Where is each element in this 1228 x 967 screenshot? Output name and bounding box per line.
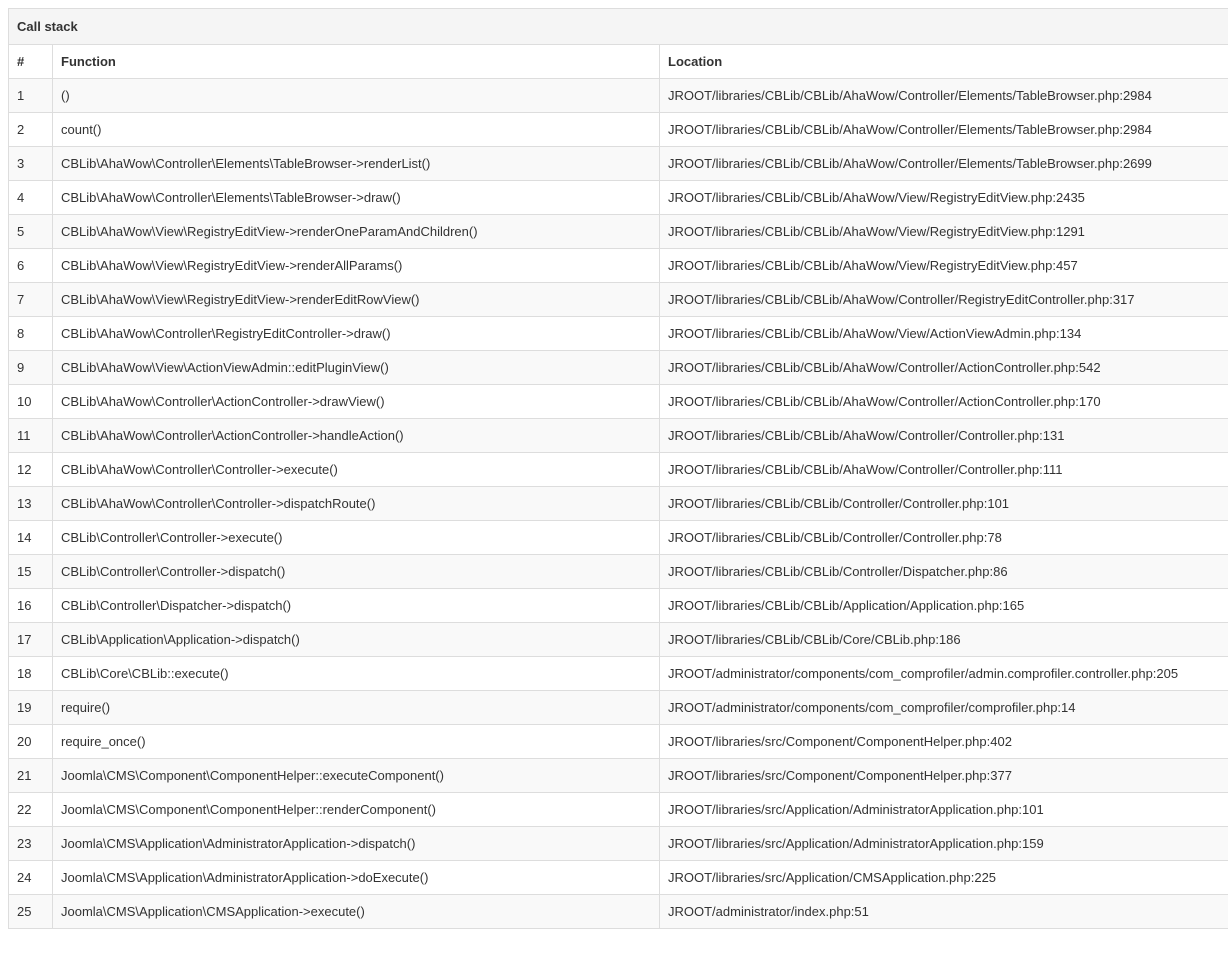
frame-number: 15 [9,555,53,589]
frame-location: JROOT/libraries/src/Application/AdministratorApplication.php:101 [660,793,1228,827]
frame-number: 24 [9,861,53,895]
frame-location: JROOT/libraries/CBLib/CBLib/AhaWow/View/RegistryEditView.php:2435 [660,181,1228,215]
table-row [9,657,1228,691]
frame-number: 21 [9,759,53,793]
frame-function: CBLib\AhaWow\Controller\Elements\TableBrowser->draw() [53,181,660,215]
call-stack-rows [9,79,1228,929]
frame-function: CBLib\Application\Application->dispatch() [53,623,660,657]
frame-number: 4 [9,181,53,215]
frame-number: 13 [9,487,53,521]
frame-function: CBLib\AhaWow\Controller\Elements\TableBrowser->renderList() [53,147,660,181]
table-row [9,113,1228,147]
frame-location: JROOT/libraries/CBLib/CBLib/Core/CBLib.php:186 [660,623,1228,657]
frame-number: 9 [9,351,53,385]
table-row [9,385,1228,419]
call-stack-title: Call stack [9,9,1228,45]
frame-function: CBLib\AhaWow\Controller\Controller->dispatchRoute() [53,487,660,521]
frame-location: JROOT/administrator/components/com_comprofiler/admin.comprofiler.controller.php:205 [660,657,1228,691]
column-header-number: # [9,45,53,79]
frame-number: 14 [9,521,53,555]
frame-location: JROOT/libraries/CBLib/CBLib/Controller/Dispatcher.php:86 [660,555,1228,589]
frame-location: JROOT/libraries/CBLib/CBLib/AhaWow/Controller/Elements/TableBrowser.php:2984 [660,79,1228,113]
frame-function: CBLib\Controller\Dispatcher->dispatch() [53,589,660,623]
table-row [9,283,1228,317]
frame-location: JROOT/libraries/CBLib/CBLib/AhaWow/View/RegistryEditView.php:457 [660,249,1228,283]
frame-function: CBLib\AhaWow\Controller\ActionController->handleAction() [53,419,660,453]
table-header-row [9,45,1228,79]
frame-number: 11 [9,419,53,453]
frame-number: 16 [9,589,53,623]
frame-location: JROOT/libraries/CBLib/CBLib/Application/Application.php:165 [660,589,1228,623]
frame-number: 20 [9,725,53,759]
frame-function: CBLib\Core\CBLib::execute() [53,657,660,691]
frame-function: Joomla\CMS\Application\CMSApplication->execute() [53,895,660,929]
frame-location: JROOT/administrator/index.php:51 [660,895,1228,929]
frame-function: Joomla\CMS\Application\AdministratorApplication->dispatch() [53,827,660,861]
table-row [9,79,1228,113]
frame-location: JROOT/libraries/CBLib/CBLib/AhaWow/Controller/ActionController.php:170 [660,385,1228,419]
frame-number: 23 [9,827,53,861]
table-row [9,555,1228,589]
table-row [9,249,1228,283]
frame-function: count() [53,113,660,147]
frame-location: JROOT/libraries/CBLib/CBLib/AhaWow/Controller/RegistryEditController.php:317 [660,283,1228,317]
table-row [9,793,1228,827]
frame-function: require_once() [53,725,660,759]
table-row [9,521,1228,555]
table-row [9,725,1228,759]
frame-number: 7 [9,283,53,317]
frame-function: Joomla\CMS\Component\ComponentHelper::renderComponent() [53,793,660,827]
table-row [9,827,1228,861]
frame-function: CBLib\AhaWow\View\RegistryEditView->renderAllParams() [53,249,660,283]
frame-location: JROOT/libraries/CBLib/CBLib/AhaWow/Controller/Controller.php:131 [660,419,1228,453]
frame-function: CBLib\AhaWow\View\ActionViewAdmin::editPluginView() [53,351,660,385]
frame-number: 25 [9,895,53,929]
frame-number: 1 [9,79,53,113]
frame-function: CBLib\AhaWow\Controller\ActionController->drawView() [53,385,660,419]
table-row [9,895,1228,929]
frame-number: 10 [9,385,53,419]
frame-location: JROOT/libraries/CBLib/CBLib/AhaWow/Controller/Elements/TableBrowser.php:2699 [660,147,1228,181]
frame-function: CBLib\AhaWow\Controller\Controller->execute() [53,453,660,487]
table-row [9,419,1228,453]
frame-function: CBLib\Controller\Controller->execute() [53,521,660,555]
column-header-location: Location [660,45,1228,79]
table-row [9,215,1228,249]
table-row [9,487,1228,521]
table-row [9,181,1228,215]
frame-function: () [53,79,660,113]
call-stack-panel [8,8,1228,929]
frame-function: CBLib\AhaWow\View\RegistryEditView->renderEditRowView() [53,283,660,317]
frame-number: 12 [9,453,53,487]
table-row [9,317,1228,351]
frame-function: require() [53,691,660,725]
frame-location: JROOT/libraries/CBLib/CBLib/AhaWow/View/ActionViewAdmin.php:134 [660,317,1228,351]
frame-location: JROOT/libraries/src/Application/CMSApplication.php:225 [660,861,1228,895]
table-row [9,589,1228,623]
call-stack-caption-row [9,9,1228,45]
frame-number: 17 [9,623,53,657]
frame-location: JROOT/libraries/CBLib/CBLib/AhaWow/View/RegistryEditView.php:1291 [660,215,1228,249]
frame-location: JROOT/libraries/src/Application/AdministratorApplication.php:159 [660,827,1228,861]
table-row [9,453,1228,487]
column-header-function: Function [53,45,660,79]
frame-location: JROOT/libraries/CBLib/CBLib/AhaWow/Controller/Controller.php:111 [660,453,1228,487]
table-row [9,147,1228,181]
frame-location: JROOT/administrator/components/com_comprofiler/comprofiler.php:14 [660,691,1228,725]
frame-location: JROOT/libraries/src/Component/ComponentHelper.php:377 [660,759,1228,793]
table-row [9,691,1228,725]
frame-number: 22 [9,793,53,827]
table-row [9,759,1228,793]
frame-function: CBLib\AhaWow\Controller\RegistryEditController->draw() [53,317,660,351]
frame-location: JROOT/libraries/CBLib/CBLib/Controller/Controller.php:78 [660,521,1228,555]
call-stack-table [8,8,1228,929]
frame-number: 8 [9,317,53,351]
frame-location: JROOT/libraries/CBLib/CBLib/AhaWow/Controller/ActionController.php:542 [660,351,1228,385]
frame-number: 18 [9,657,53,691]
table-row [9,861,1228,895]
table-row [9,351,1228,385]
frame-location: JROOT/libraries/CBLib/CBLib/AhaWow/Controller/Elements/TableBrowser.php:2984 [660,113,1228,147]
frame-location: JROOT/libraries/CBLib/CBLib/Controller/Controller.php:101 [660,487,1228,521]
frame-function: CBLib\Controller\Controller->dispatch() [53,555,660,589]
frame-function: Joomla\CMS\Application\AdministratorApplication->doExecute() [53,861,660,895]
table-row [9,623,1228,657]
frame-number: 6 [9,249,53,283]
frame-number: 19 [9,691,53,725]
frame-number: 3 [9,147,53,181]
frame-function: CBLib\AhaWow\View\RegistryEditView->renderOneParamAndChildren() [53,215,660,249]
frame-number: 2 [9,113,53,147]
frame-location: JROOT/libraries/src/Component/ComponentHelper.php:402 [660,725,1228,759]
frame-function: Joomla\CMS\Component\ComponentHelper::executeComponent() [53,759,660,793]
frame-number: 5 [9,215,53,249]
